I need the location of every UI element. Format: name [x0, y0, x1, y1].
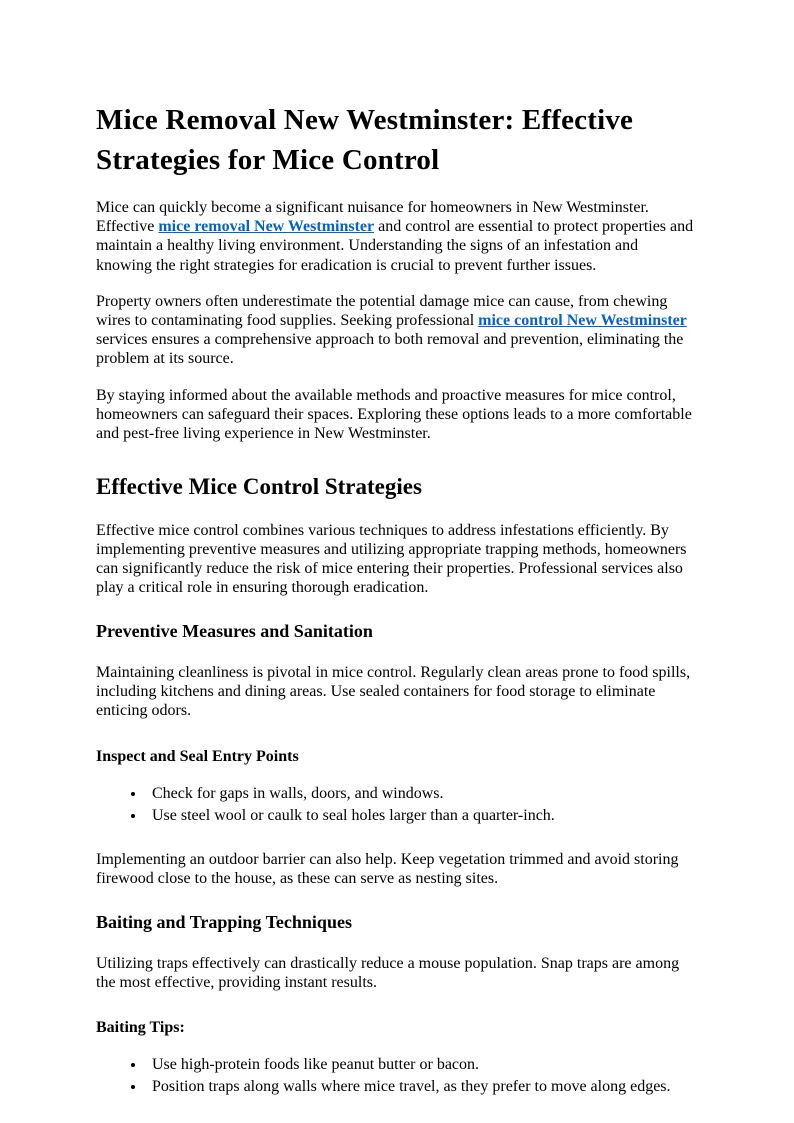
subsection-heading-preventive: Preventive Measures and Sanitation: [96, 621, 373, 642]
entry-points-list: [96, 784, 697, 826]
list-item: • Check for gaps in walls, doors, and windows.: [146, 784, 697, 804]
text-segment: and control are essential to protect properties and maintain a healthy living environment. Understanding the signs of an infestation and knowing the right strategies for eradication is crucial to prevent further issues.: [96, 218, 694, 274]
list-item: • Use high-protein foods like peanut butter or bacon.: [146, 1055, 697, 1075]
preventive-paragraph: Maintaining cleanliness is pivotal in mice control. Regularly clean areas prone to food spills, including kitchens and dining areas. Use sealed containers for food storage to eliminate enticing odors.: [96, 664, 691, 720]
subsection-heading-baiting: Baiting and Trapping Techniques: [96, 912, 352, 933]
text-segment: Property owners often underestimate the potential damage mice can cause, from chewing wires to contaminating food supplies. Seeking professional: [96, 292, 668, 329]
subheading-entry-points: Inspect and Seal Entry Points: [96, 747, 299, 765]
link-mice-removal-new-westminster[interactable]: mice removal New Westminster: [158, 218, 375, 236]
outdoor-barrier-paragraph: Implementing an outdoor barrier can also help. Keep vegetation trimmed and avoid storing firewood close to the house, as these can serve as nesting sites.: [96, 850, 679, 887]
list-item: • Use steel wool or caulk to seal holes larger than a quarter-inch.: [146, 806, 697, 826]
intro-paragraph-3: By staying informed about the available methods and proactive measures for mice control, homeowners can safeguard their spaces. Exploring these options leads to a more comfortable and pest-free living experience in New Westminster.: [96, 386, 692, 442]
section-heading-strategies: Effective Mice Control Strategies: [96, 474, 422, 500]
subheading-baiting-tips: Baiting Tips:: [96, 1019, 185, 1037]
baiting-paragraph: Utilizing traps effectively can drastically reduce a mouse population. Snap traps are among the most effective, providing instant results.: [96, 954, 680, 991]
intro-paragraph-2: [96, 292, 697, 369]
strategies-paragraph: Effective mice control combines various techniques to address infestations efficiently. By implementing preventive measures and utilizing appropriate trapping methods, homeowners can significantly reduce the risk of mice entering their properties. Professional services also play a critical role in ensuring thorough eradication.: [96, 521, 687, 597]
text-segment: services ensures a comprehensive approach to both removal and prevention, eliminating the problem at its source.: [96, 331, 684, 368]
intro-paragraph-1: [96, 198, 697, 275]
link-mice-control-new-westminster[interactable]: mice control New Westminster: [478, 311, 687, 329]
list-item: • Position traps along walls where mice travel, as they prefer to move along edges.: [146, 1077, 697, 1097]
text-segment: Mice can quickly become a significant nuisance for homeowners in New Westminster. Effective: [96, 199, 649, 236]
page-title: Mice Removal New Westminster: Effective Strategies for Mice Control: [96, 104, 634, 177]
baiting-tips-list: [96, 1055, 697, 1097]
